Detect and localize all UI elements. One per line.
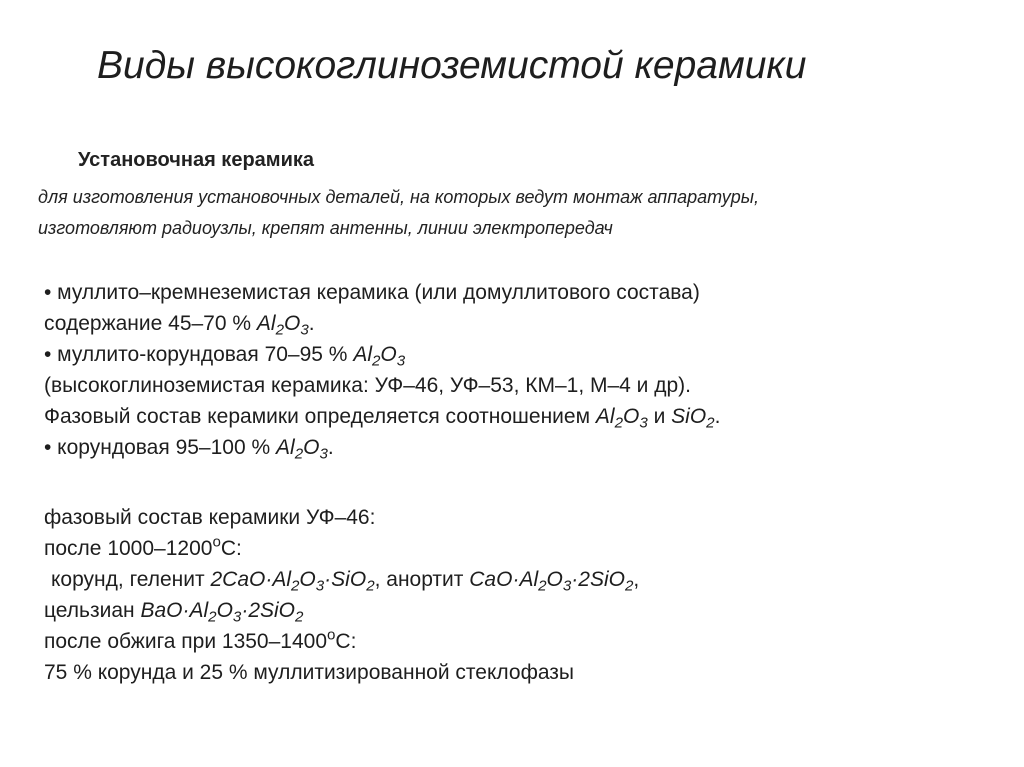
- section-subtitle: Установочная керамика: [78, 149, 315, 171]
- uf46-celsian-line: цельзиан $BaO\cdot Al_2O_3\cdot 2SiO_2$: [44, 599, 304, 626]
- uf46-phases-line: корунд, геленит $2CaO\cdot Al_2O_3\cdot SiO_2$, анортит $CaO\cdot Al_2O_3\cdot 2SiO_2$,: [51, 568, 640, 595]
- type-mullite-silica: • муллито–кремнеземистая керамика (или домуллитового состава): [44, 281, 700, 304]
- page-title: Виды высокоглиноземистой керамики: [97, 44, 807, 87]
- purpose-line-2: изготовляют радиоузлы, крепят антенны, линии электропередач: [38, 218, 613, 238]
- ceramic-types-list: [44, 277, 984, 463]
- type-corundum: • корундовая 95–100 % $Al_2O_3$.: [44, 436, 334, 463]
- phase-ratio-line: Фазовый состав керамики определяется соотношением $Al_2O_3$ и SiO$_2$.: [44, 405, 721, 432]
- uf46-after-1350: после обжига при 1350–1400$^o$С:: [44, 626, 357, 653]
- uf46-result: 75 % корунда и 25 % муллитизированной стеклофазы: [44, 661, 575, 684]
- uf46-heading: фазовый состав керамики УФ–46:: [44, 506, 376, 529]
- uf46-phase-section: [44, 502, 984, 688]
- type-mullite-silica-content: содержание 45–70 % $Al_2O_3$.: [44, 312, 315, 339]
- type-mullite-corundum: • муллито-корундовая 70–95 % $Al_2O_3$: [44, 343, 406, 370]
- purpose-line-1: для изготовления установочных деталей, на которых ведут монтаж аппаратуры,: [38, 187, 759, 207]
- uf46-after-1000: после 1000–1200$^o$С:: [44, 533, 242, 560]
- type-mullite-corundum-examples: (высокоглиноземистая керамика: УФ–46, УФ–53, КМ–1, М–4 и др).: [44, 374, 692, 397]
- purpose-description: [38, 182, 998, 244]
